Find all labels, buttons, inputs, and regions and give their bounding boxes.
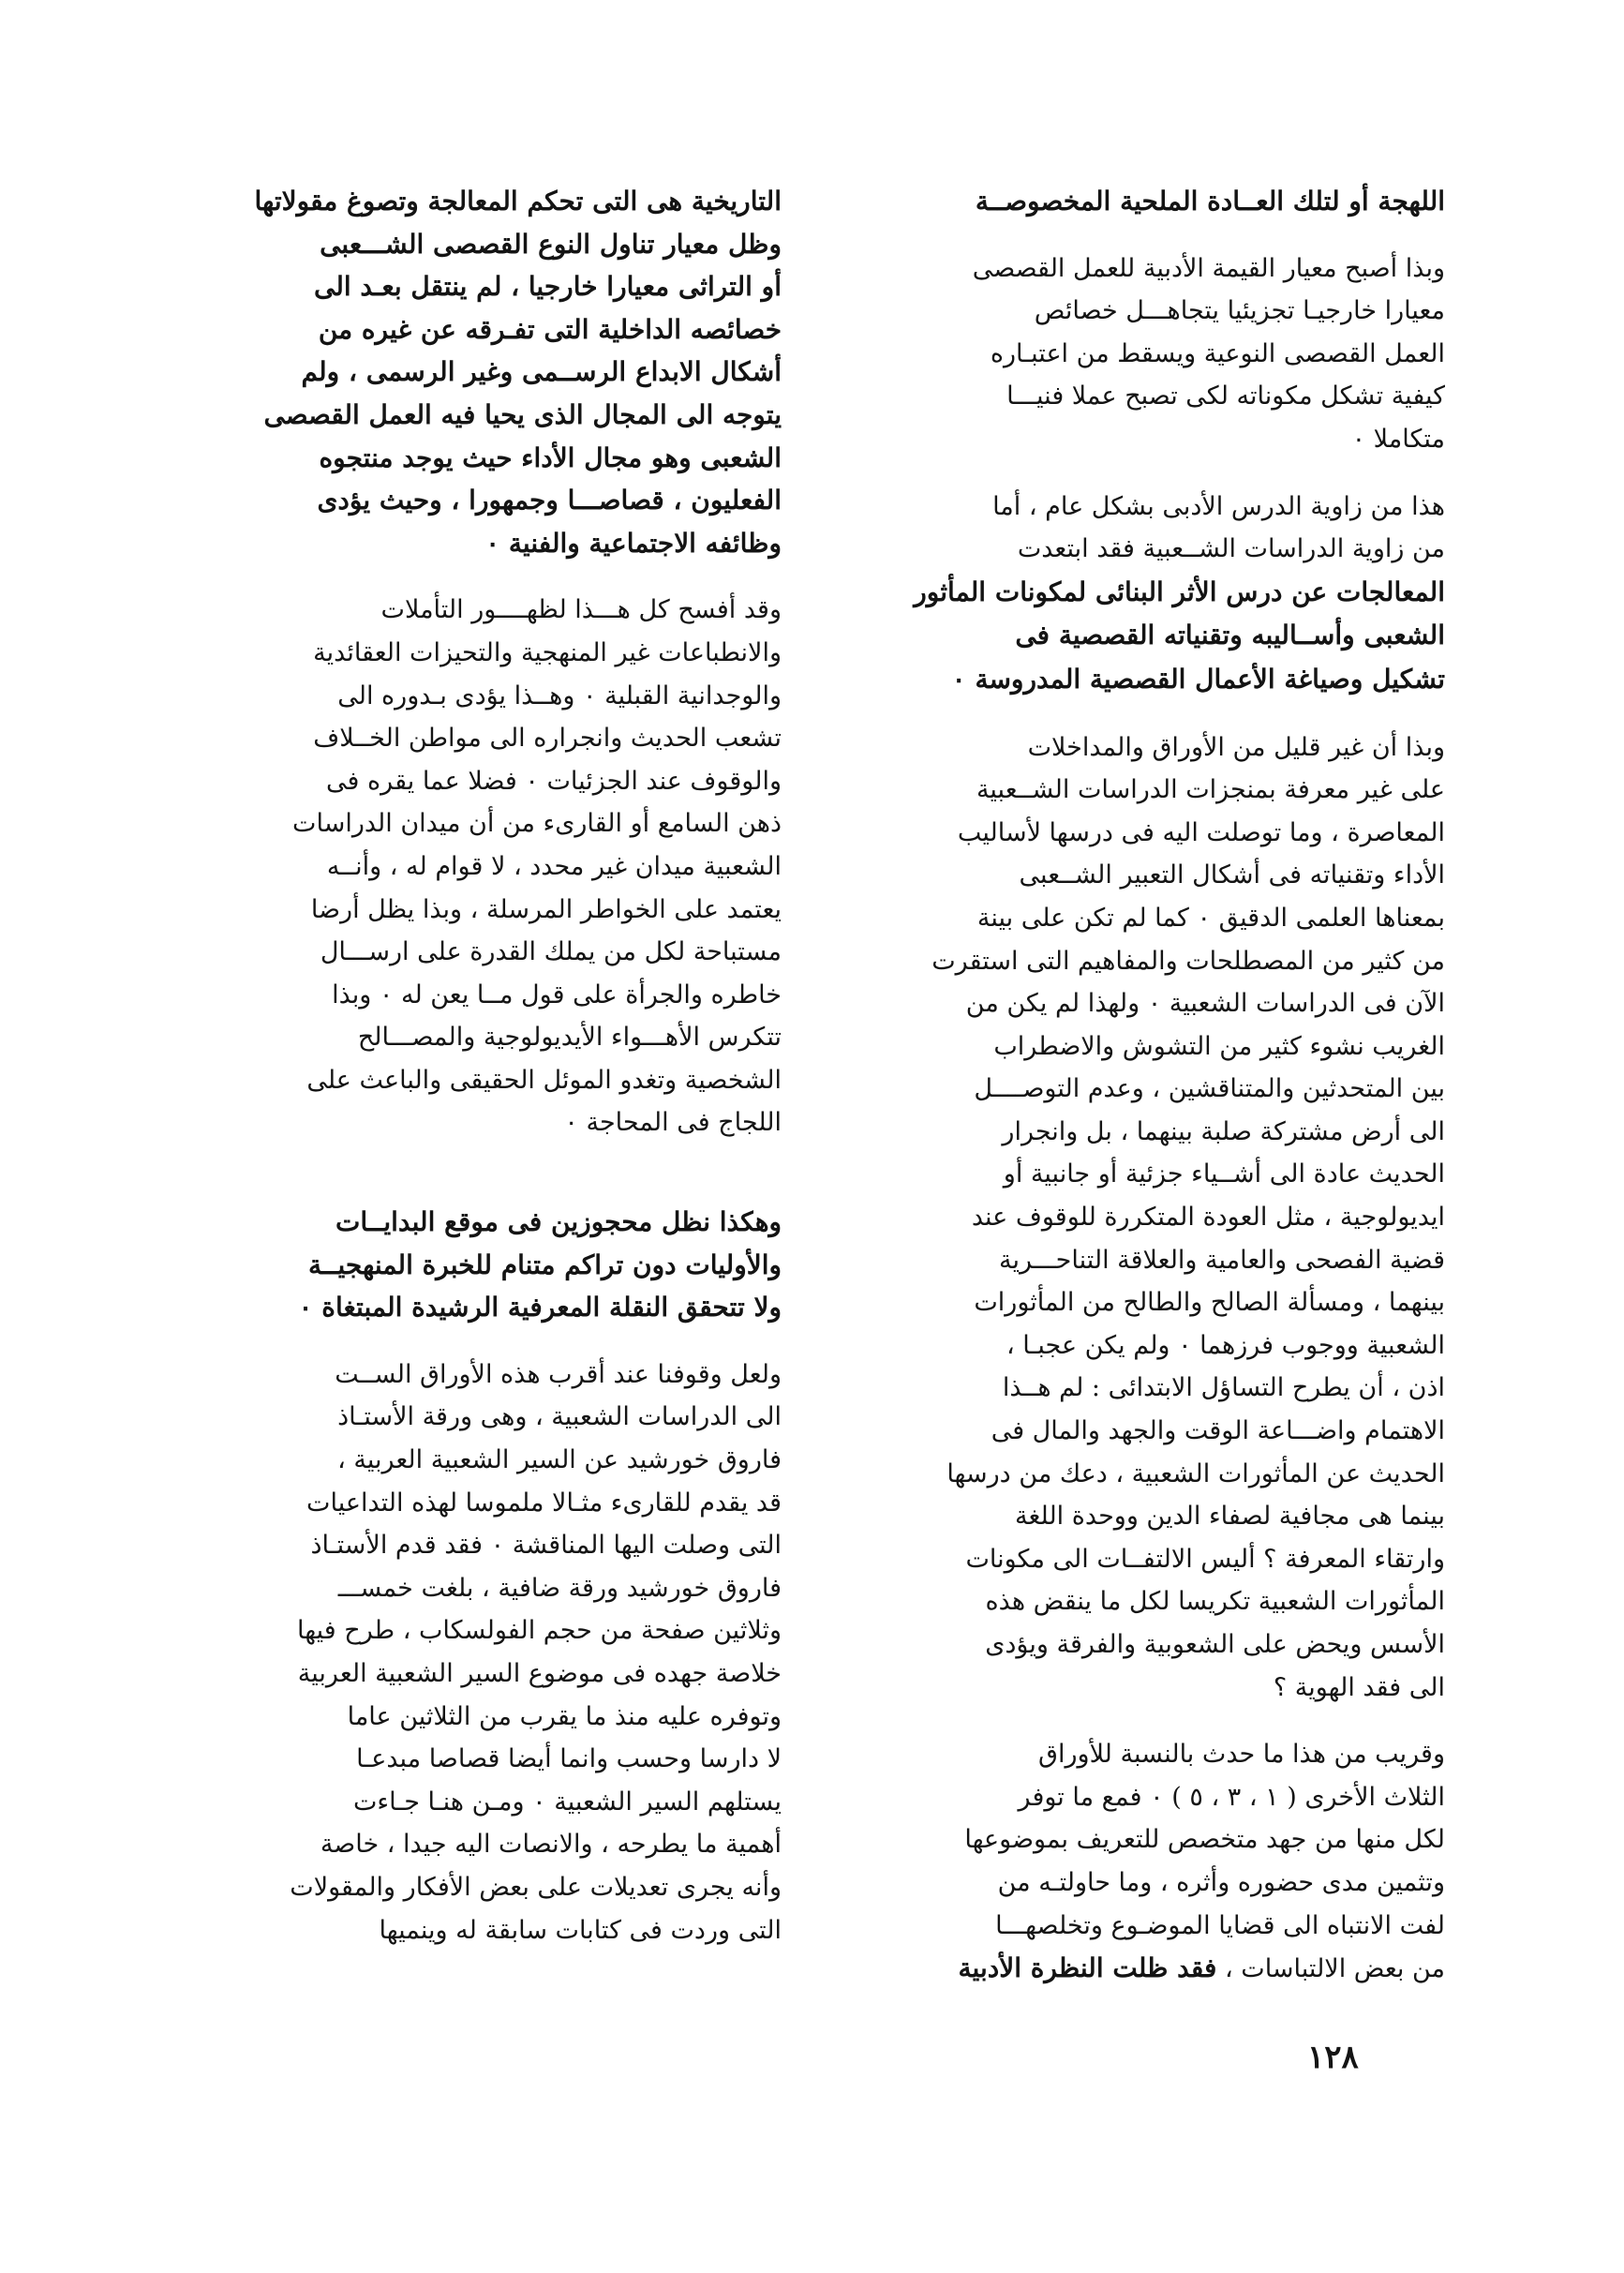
page-number: ١٢٨ (1307, 2039, 1359, 2076)
left-column (172, 180, 782, 1976)
paragraph: ولعل وقوفنا عند أقرب هذه الأوراق الســت الى الدراسات الشعبية ، وهى ورقة الأستـاذ فاروق خورشيد عن السير الشعبية العربية ، قد يقدم للقارىء مثـالا ملموسا لهذه التداعيات التى وصلت اليها المناقشة ٠ فقد قدم الأستـاذ فاروق خورشيد ورقة ضافية ، بلغت خمســـ وثلاثين صفحة من حجم الفولسكاب ، طرح فيها خلاصة جهده فى موضوع السير الشعبية العربية وتوفره عليه منذ ما يقرب من الثلاثين عاما لا دارسا وحسب وانما أيضا قصاصا مبدعـا يستلهم السير الشعبية ٠ ومـن هنـا جـاءت أهمية ما يطرحه ، والانصات اليه جيدا ، خاصة وأنه يجرى تعديلات على بعض الأفكار والمقولات التى وردت فى كتابات سابقة له وينميها (290, 1359, 782, 1945)
paragraph-text: هذا من زاوية الدرس الأدبى بشكل عام ، أما من زاوية الدراسات الشــعبية فقد ابتعدت (992, 491, 1445, 564)
paragraph-bold-text: فقد ظلت النظرة الأدبية (958, 1952, 1217, 1984)
right-column (836, 180, 1445, 2015)
paragraph (836, 1733, 1445, 1991)
paragraph-bold-text: المعالجات عن درس الأثر البنائى لمكونات المأثور الشعبى وأســاليبه وتقنياته القصصية فى تشكيل وصياغة الأعمال القصصية المدروسة ٠ (914, 576, 1445, 695)
paragraph: وبذا أصبح معيار القيمة الأدبية للعمل القصصى معيارا خارجيـا تجزيئيا يتجاهـــل خصائص العمل القصصى النوعية ويسقط من اعتبـاره كيفية تشكل مكوناته لكى تصبح عملا فنيـــا متكاملا ٠ (972, 253, 1445, 454)
paragraph: اللهجة أو لتلك العــادة الملحية المخصوصــة (975, 186, 1445, 217)
paragraph: وقد أفسح كل هـــذا لظهــــور التأملات والانطباعات غير المنهجية والتحيزات العقائدية والوجدانية القبلية ٠ وهــذا يؤدى بـدوره الى تشعب الحديث وانجراره الى مواطن الخــلاف والوقوف عند الجزئيات ٠ فضلا عما يقره فى ذهن السامع أو القارىء من أن ميدان الدراسات الشعبية ميدان غير محدد ، لا قوام له ، وأنــه يعتمد على الخواطر المرسلة ، وبذا يظل أرضا مستباحة لكل من يملك القدرة على ارســـال خاطره والجرأة على قول مــا يعن له ٠ وبذا تتكرس الأهـــواء الأيديولوجية والمصـــالح الشخصية وتغدو الموئل الحقيقى والباعث على اللجاج فى المحاجة ٠ (292, 595, 782, 1138)
paragraph: وهكذا نظل محجوزين فى موقع البدايــات والأوليات دون تراكم متنام للخبرة المنهجيــة ولا تتحقق النقلة المعرفية الرشيدة المبتغاة ٠ (298, 1206, 782, 1323)
paragraph (836, 486, 1445, 702)
paragraph: وبذا أن غير قليل من الأوراق والمداخلات على غير معرفة بمنجزات الدراسات الشــعبية المعاصرة ، وما توصلت اليه فى درسها لأساليب الأداء وتقنياته فى أشكال التعبير الشــعبى بمعناها العلمى الدقيق ٠ كما لم تكن على بينة من كثير من المصطلحات والمفاهيم التى استقرت الآن فى الدراسات الشعبية ٠ ولهذا لم يكن من الغريب نشوء كثير من التشوش والاضطراب بين المتحدثين والمتناقشين ، وعدم التوصــــل الى أرض مشتركة صلبة بينهما ، بل وانجرار الحديث عادة الى أشــياء جزئية أو جانبية أو ايديولوجية ، مثل العودة المتكررة للوقوف عند قضية الفصحى والعامية والعلاقة التناحـــرية بينهما ، ومسألة الصالح والطالح من المأثورات الشعبية ووجوب فرزهما ٠ ولم يكن عجبـا ، اذن ، أن يطرح التساؤل الابتدائى : لم هــذا الاهتمام واضـــاعة الوقت والجهد والمال فى الحديث عن المأثورات الشعبية ، دعك من درسها بينما هى مجافية لصفاء الدين ووحدة اللغة وارتقاء المعرفة ؟ أليس الالتفــات الى مكونات المأثورات الشعبية تكريسا لكل ما ينقض هذه الأسس ويحض على الشعوبية والفرقة ويؤدى الى فقد الهوية ؟ (931, 732, 1445, 1702)
paragraph-text: وقريب من هذا ما حدث بالنسبة للأوراق الثلاث الأخرى ( ١ ، ٣ ، ٥ ) ٠ فمع ما توفر لكل منها من جهد متخصص للتعريف بموضوعها وتثمين مدى حضوره وأثره ، وما حاولتـه من لفت الانتباه الى قضايا الموضـوع وتخلصهـــا من بعض الالتباسات ، (964, 1740, 1445, 1984)
paragraph: التاريخية هى التى تحكم المعالجة وتصوغ مقولاتها وظل معيار تناول النوع القصصى الشـــعبى أو التراثى معيارا خارجيا ، لم ينتقل بعـد الى خصائصه الداخلية التى تفـرقه عن غيره من أشكال الابداع الرســمى وغير الرسمى ، ولم يتوجه الى المجال الذى يحيا فيه العمل القصصى الشعبى وهو مجال الأداء حيث يوجد منتجوه الفعليون ، قصاصـــا وجمهورا ، وحيث يؤدى وظائفه الاجتماعية والفنية ٠ (254, 186, 782, 559)
